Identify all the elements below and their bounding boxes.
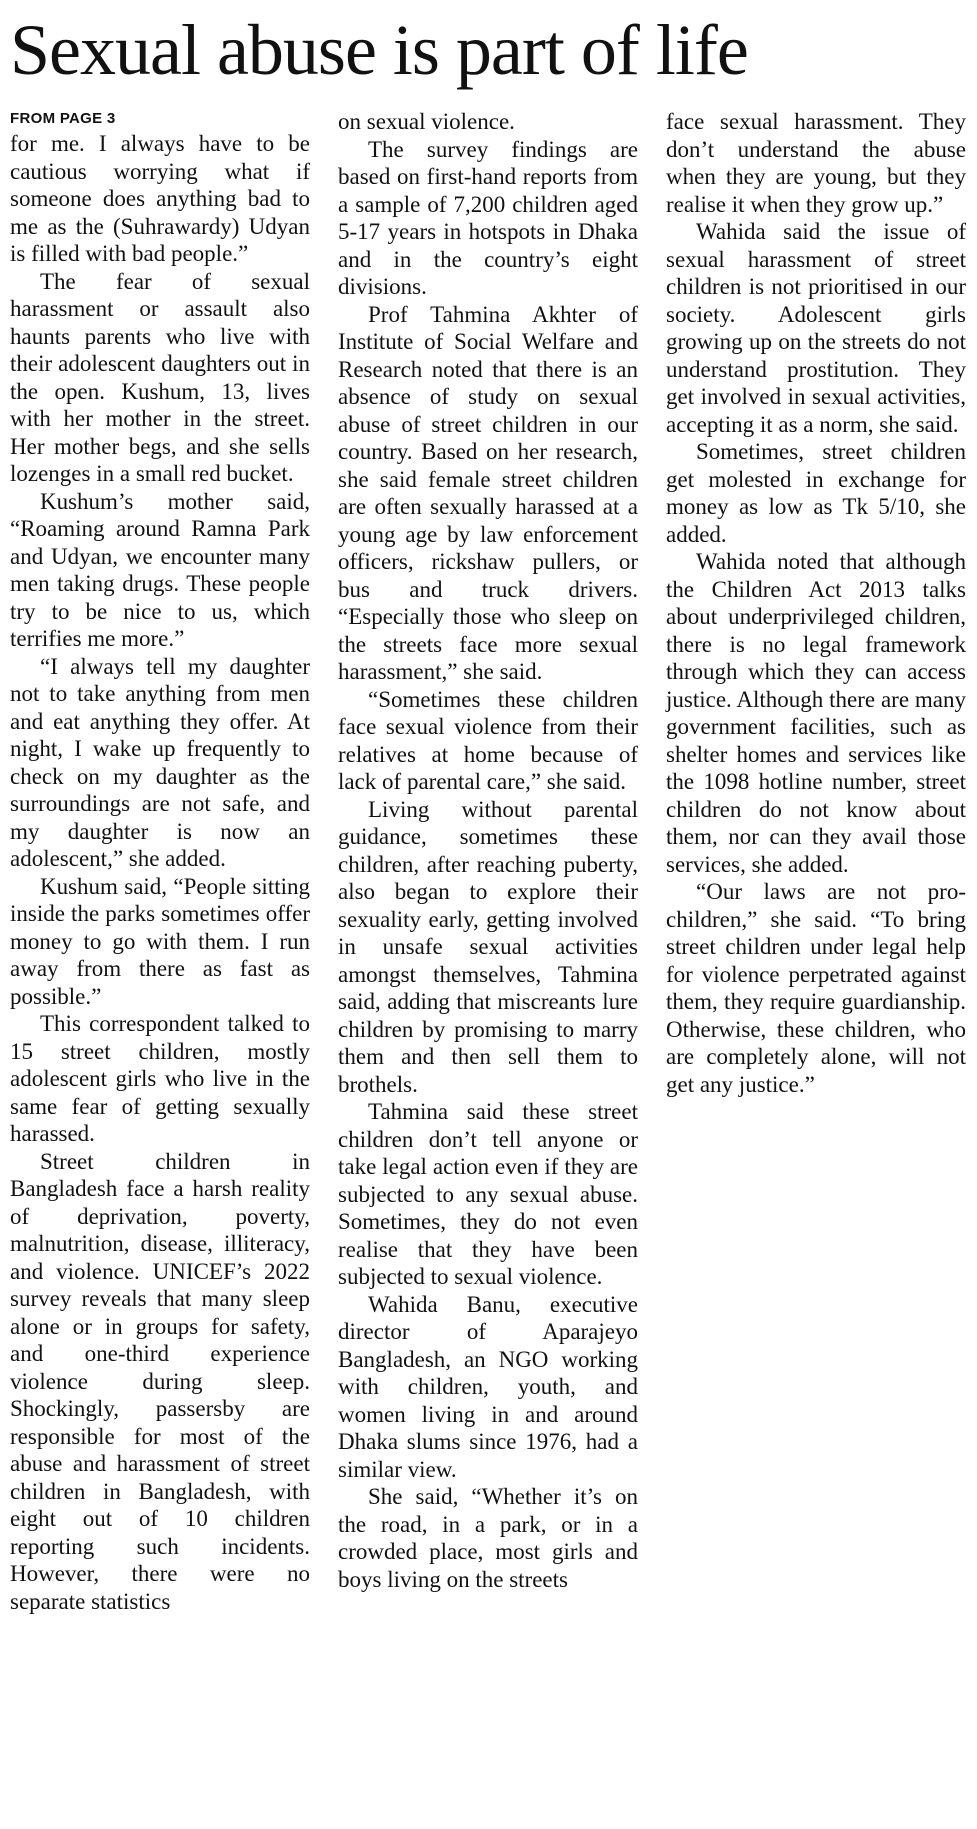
paragraph: Kushum’s mother said, “Roaming around Ramna Park and Udyan, we encounter many men taking drugs. These people try to be nice to us, which terrifies me more.” xyxy=(10,488,310,651)
paragraph: The fear of sexual harassment or assault also haunts parents who live with their adolescent daughters out in the open. Kushum, 13, lives with her mother in the street. Her mother begs, and she sells lozenges in a small red bucket. xyxy=(10,268,310,486)
article-column-2 xyxy=(338,108,638,1593)
headline: Sexual abuse is part of life xyxy=(10,10,748,90)
paragraph: This correspondent talked to 15 street children, mostly adolescent girls who live in the same fear of getting sexually harassed. xyxy=(10,1011,310,1146)
paragraph: for me. I always have to be cautious worrying what if someone does anything bad to me as the (Suhrawardy) Udyan is filled with bad people.” xyxy=(10,131,310,266)
paragraph: Tahmina said these street children don’t tell anyone or take legal action even if they are subjected to any sexual abuse. Sometimes, they do not even realise that they have been subjected to sexual violence. xyxy=(338,1099,638,1289)
paragraph: Street children in Bangladesh face a harsh reality of deprivation, poverty, malnutrition, disease, illiteracy, and violence. UNICEF’s 2022 survey reveals that many sleep alone or in groups for safety, and one-third experience violence during sleep. Shockingly, passersby are responsible for most of the abuse and harassment of street children in Bangladesh, with eight out of 10 children reporting such incidents. However, there were no separate statistics xyxy=(10,1148,310,1614)
article-column-3 xyxy=(666,108,966,1098)
continued-from-kicker: FROM PAGE 3 xyxy=(10,110,116,127)
paragraph: Living without parental guidance, sometimes these children, after reaching puberty, also began to explore their sexuality early, getting involved in unsafe sexual activities amongst themselves, Tahmina said, adding that miscreants lure children by promising to marry them and then sell them to brothels. xyxy=(338,796,638,1097)
paragraph: “Our laws are not pro-children,” she said. “To bring street children under legal help for violence perpetrated against them, they require guardianship. Otherwise, these children, who are completely alone, will not get any justice.” xyxy=(666,879,966,1097)
paragraph: Wahida noted that although the Children Act 2013 talks about underprivileged children, there is no legal framework through which they can access justice. Although there are many government facilities, such as shelter homes and services like the 1098 hotline number, street children do not know about them, nor can they avail those services, she added. xyxy=(666,549,966,877)
paragraph: Prof Tahmina Akhter of Institute of Social Welfare and Research noted that there is an absence of study on sexual abuse of street children in our country. Based on her research, she said female street children are often sexually harassed at a young age by law enforcement officers, rickshaw pullers, or bus and truck drivers. “Especially those who sleep on the streets face more sexual harassment,” she said. xyxy=(338,301,638,684)
paragraph: face sexual harassment. They don’t understand the abuse when they are young, but they realise it when they grow up.” xyxy=(666,109,966,217)
paragraph: on sexual violence. xyxy=(338,109,515,134)
paragraph: Wahida said the issue of sexual harassment of street children is not prioritised in our society. Adolescent girls growing up on the streets do not understand prostitution. They get involved in sexual activities, accepting it as a norm, she said. xyxy=(666,219,966,437)
article-column-1 xyxy=(10,108,310,1615)
paragraph: “Sometimes these children face sexual violence from their relatives at home because of lack of parental care,” she said. xyxy=(338,686,638,794)
paragraph: Wahida Banu, executive director of Aparajeyo Bangladesh, an NGO working with children, youth, and women living in and around Dhaka slums since 1976, had a similar view. xyxy=(338,1291,638,1482)
paragraph: “I always tell my daughter not to take anything from men and eat anything they offer. At night, I wake up frequently to check on my daughter as the surroundings are not safe, and my daughter is now an adolescent,” she added. xyxy=(10,653,310,871)
paragraph: Sometimes, street children get molested in exchange for money as low as Tk 5/10, she added. xyxy=(666,439,966,547)
paragraph: She said, “Whether it’s on the road, in a park, or in a crowded place, most girls and boys living on the streets xyxy=(338,1484,638,1592)
paragraph: Kushum said, “People sitting inside the parks sometimes offer money to go with them. I run away from there as fast as possible.” xyxy=(10,873,310,1009)
paragraph: The survey findings are based on first-hand reports from a sample of 7,200 children aged 5-17 years in hotspots in Dhaka and in the country’s eight divisions. xyxy=(338,136,638,299)
